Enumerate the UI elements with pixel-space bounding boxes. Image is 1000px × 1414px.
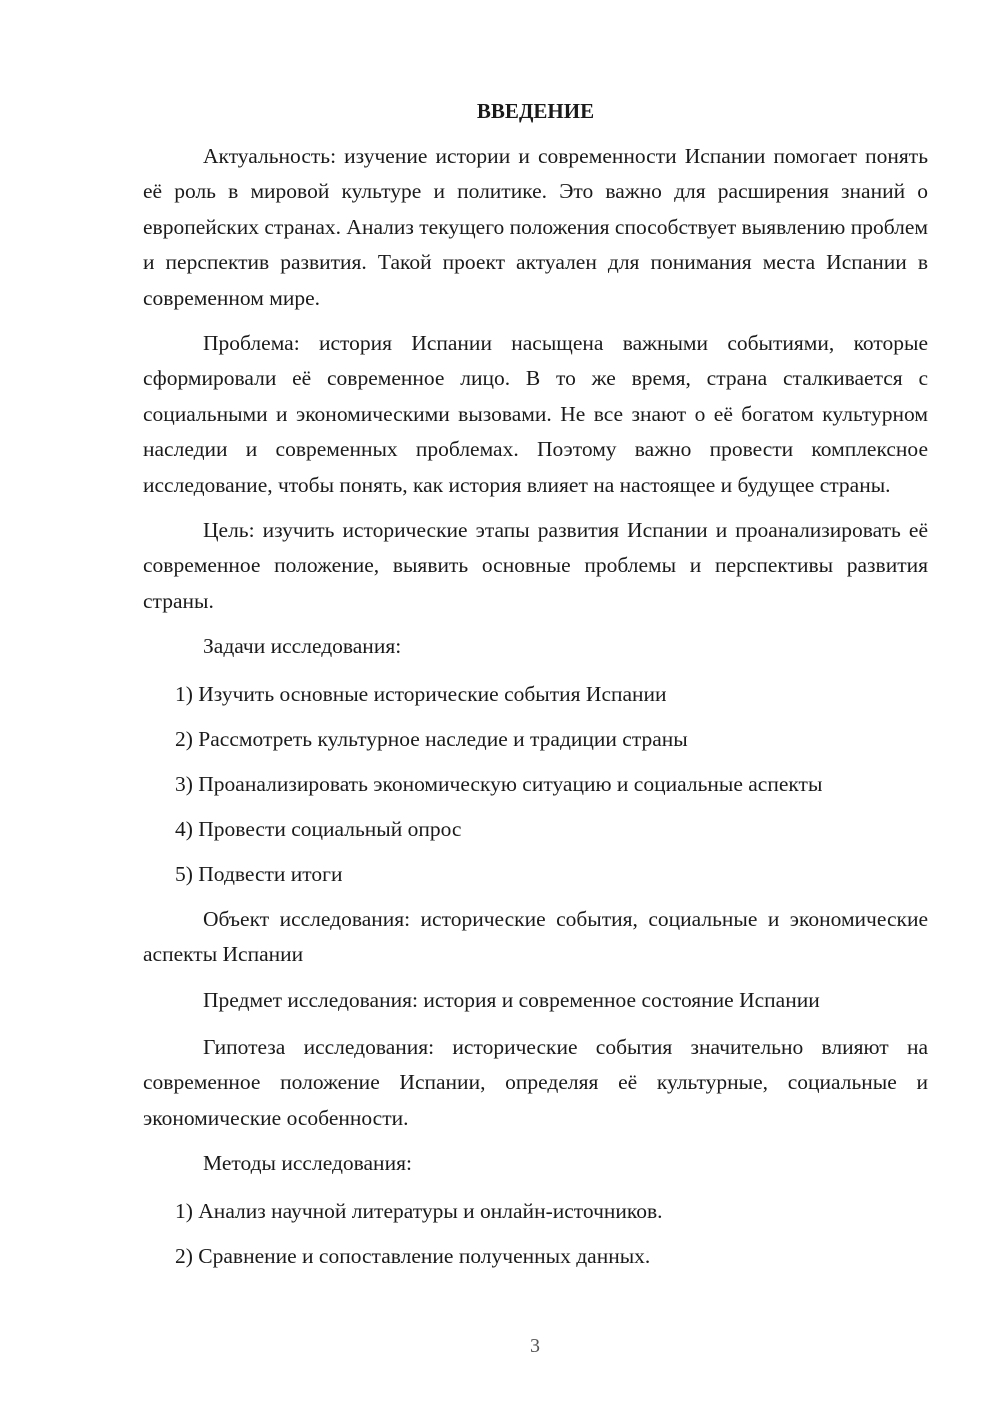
subject-paragraph: Предмет исследования: история и современное состояние Испании: [203, 987, 820, 1012]
goal-paragraph: Цель: изучить исторические этапы развития Испании и проанализировать её современное положение, выявить основные проблемы и перспективы развития страны.: [143, 518, 928, 613]
problem-paragraph: Проблема: история Испании насыщена важными событиями, которые сформировали её современное лицо. В то же время, страна сталкивается с социальными и экономическими вызовами. Не все знают о её богатом культурном наследии и современных проблемах. Поэтому важно провести комплексное исследование, чтобы понять, как история влияет на настоящее и будущее страны.: [143, 331, 928, 497]
methods-heading: Методы исследования:: [203, 1151, 412, 1176]
task-item: 4) Провести социальный опрос: [175, 816, 462, 841]
task-item: 5) Подвести итоги: [175, 861, 343, 886]
method-item: 1) Анализ научной литературы и онлайн-источников.: [175, 1198, 663, 1223]
task-item: 3) Проанализировать экономическую ситуацию и социальные аспекты: [175, 771, 823, 796]
method-item: 2) Сравнение и сопоставление полученных данных.: [175, 1243, 651, 1268]
tasks-heading: Задачи исследования:: [203, 634, 402, 659]
page-number: 3: [530, 1335, 540, 1357]
object-paragraph: Объект исследования: исторические события, социальные и экономические аспекты Испании: [143, 906, 928, 967]
task-item: 1) Изучить основные исторические события Испании: [175, 681, 667, 706]
document-page: [143, 96, 928, 1284]
relevance-paragraph: Актуальность: изучение истории и современности Испании помогает понять её роль в мировой культуре и политике. Это важно для расширения знаний о европейских странах. Анализ текущего положения способствует выявлению проблем и перспектив развития. Такой проект актуален для понимания места Испании в современном мире.: [143, 144, 928, 310]
hypothesis-paragraph: Гипотеза исследования: исторические события значительно влияют на современное положение Испании, определяя её культурные, социальные и экономические особенности.: [143, 1034, 928, 1130]
page-title: ВВЕДЕНИЕ: [476, 99, 595, 123]
task-item: 2) Рассмотреть культурное наследие и традиции страны: [175, 726, 688, 751]
